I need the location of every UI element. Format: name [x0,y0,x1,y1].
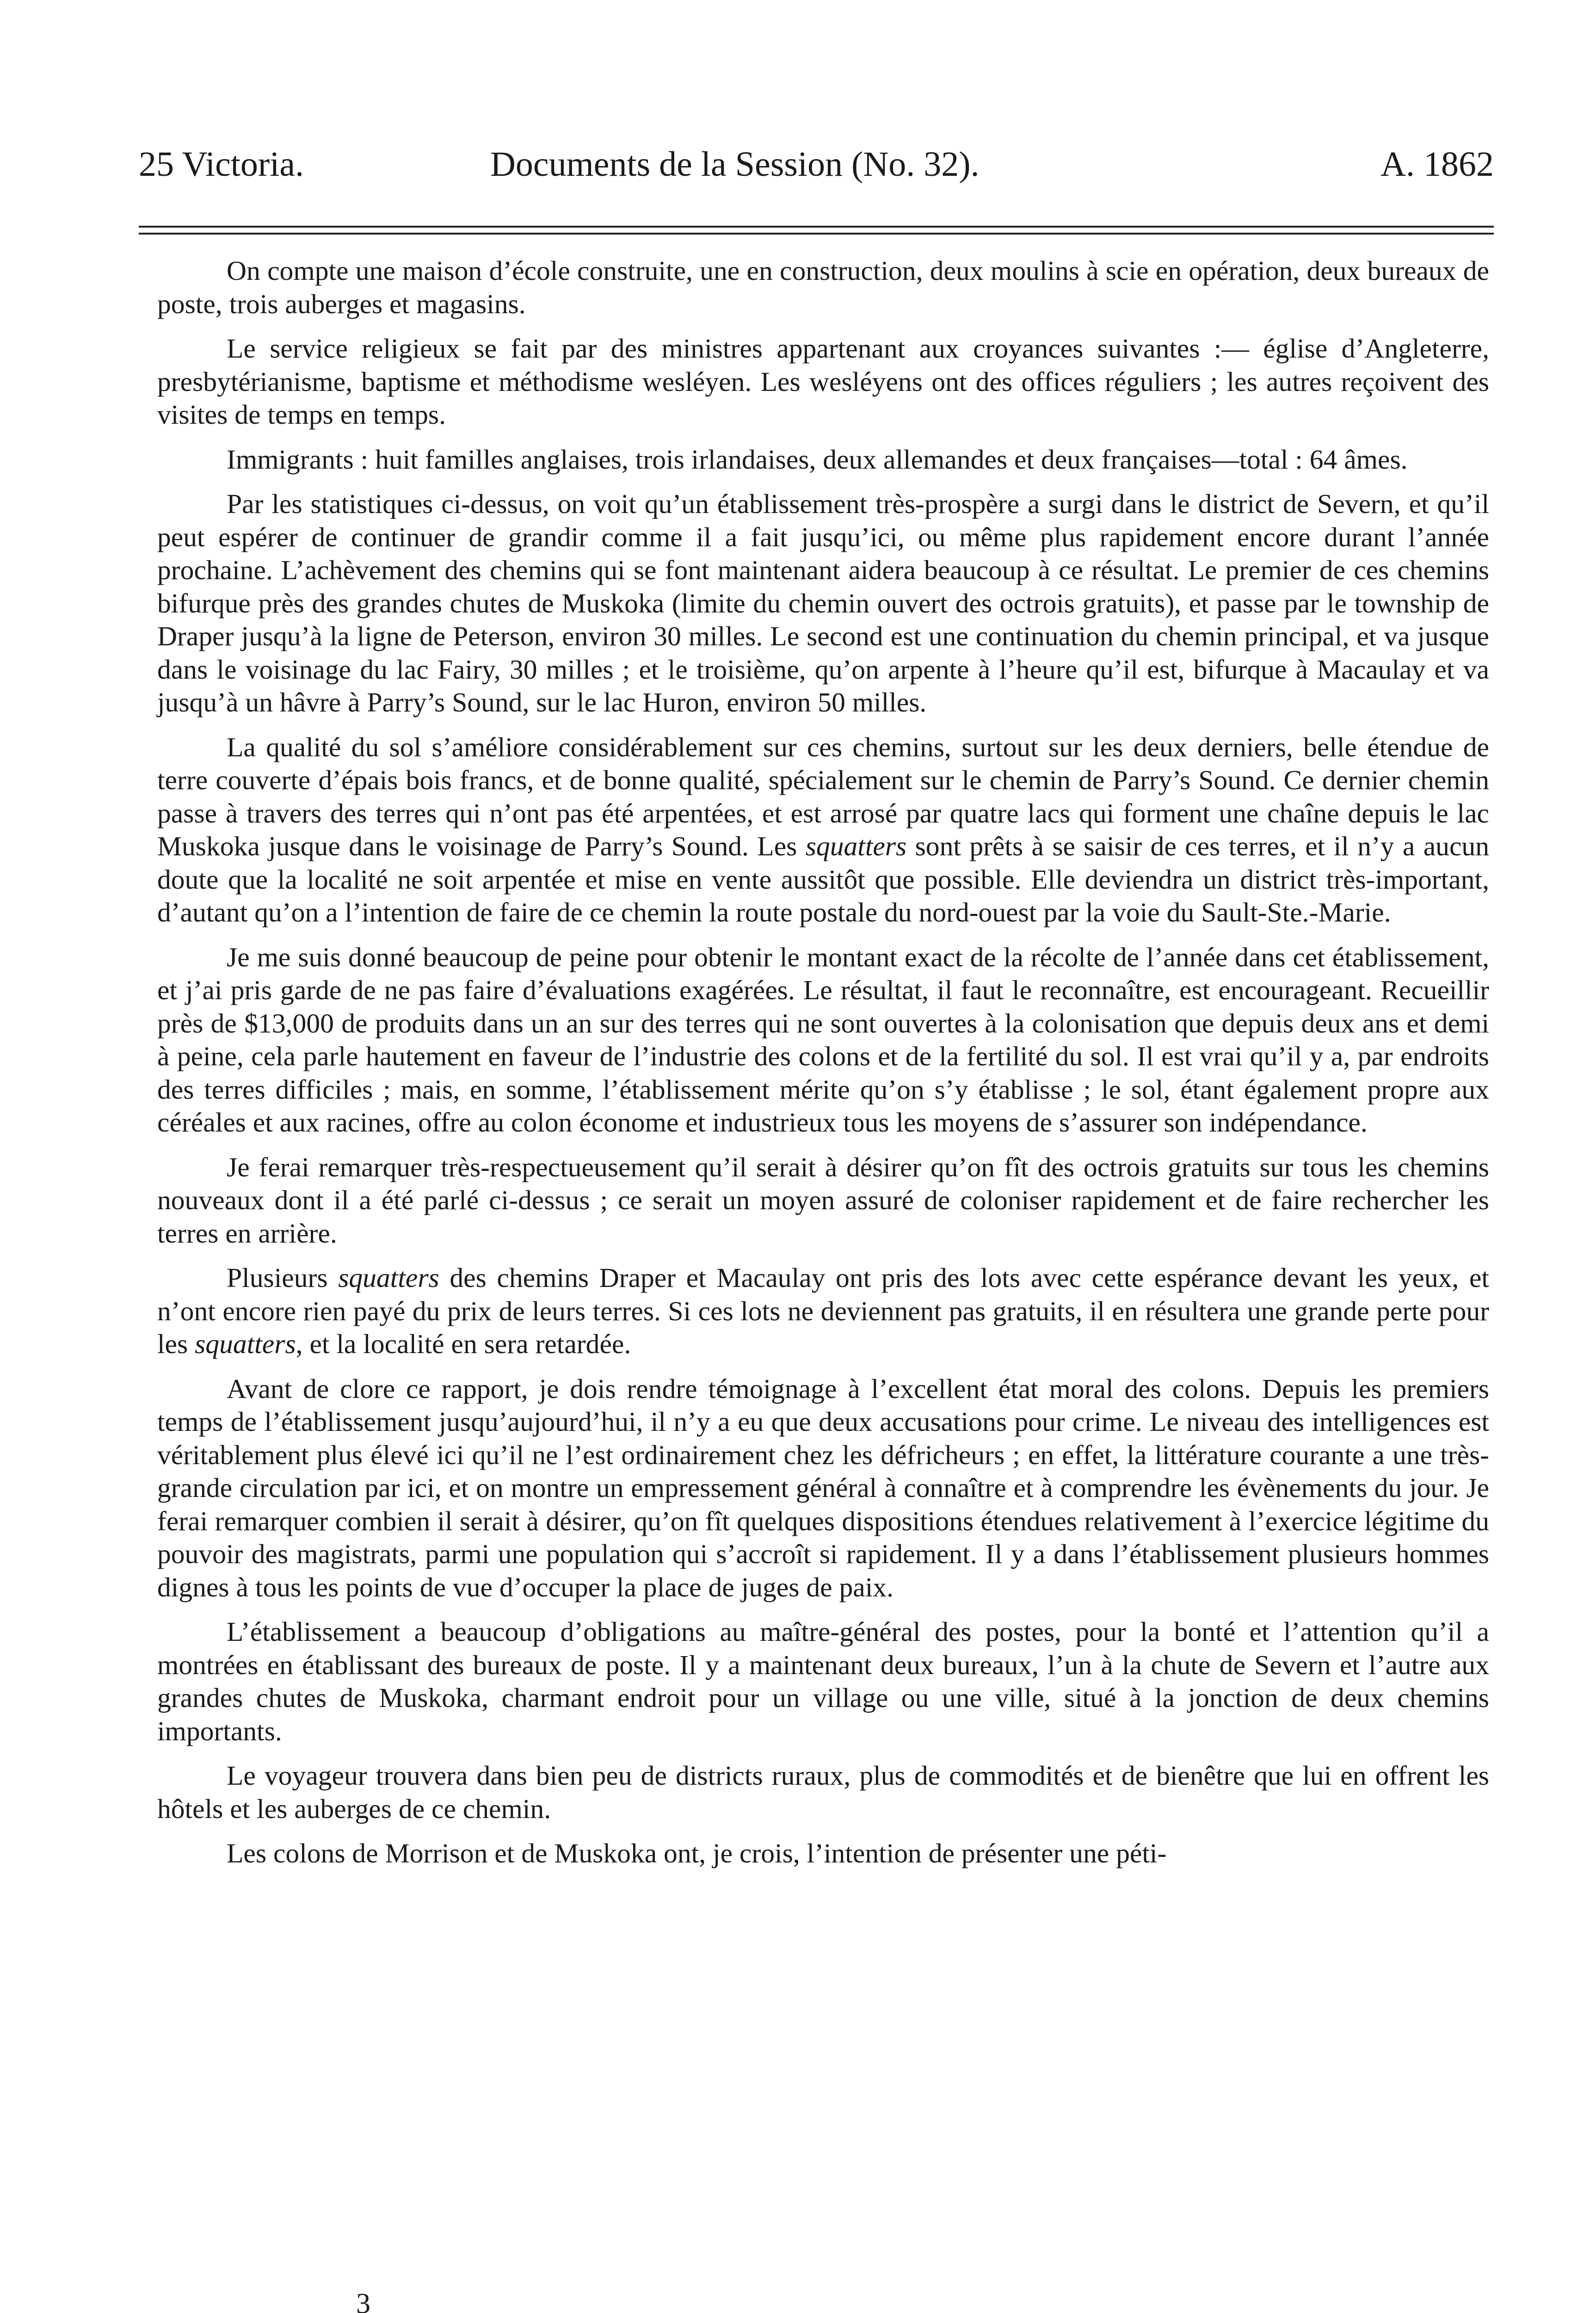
header-session-year: 25 Victoria. [139,145,304,184]
paragraph: La qualité du sol s’améliore considérablement sur ces chemins, surtout sur les deux derniers, belle étendue de terre couverte d’épais bois francs, et de bonne qualité, spécialement sur le chemin de Parry’s Sound. Ce dernier chemin passe à travers des terres qui n’ont pas été arpentées, et est arrosé par quatre lacs qui forment une chaîne depuis le lac Muskoka jusque dans le voisinage de Parry’s Sound. Les squatters sont prêts à se saisir de ces terres, et il n’y a aucun doute que la localité ne soit arpentée et mise en vente aussitôt que possible. Elle deviendra un district très-important, d’autant qu’on a l’intention de faire de ce chemin la route postale du nord-ouest par la voie du Sault-Ste.-Marie. [157,731,1489,928]
paragraph: Je me suis donné beaucoup de peine pour obtenir le montant exact de la récolte de l’année dans cet établissement, et j’ai pris garde de ne pas faire d’évaluations exagérées. Le résultat, il faut le reconnaître, est encourageant. Recueillir près de $13,000 de produits dans un an sur des terres qui ne sont ouvertes à la colonisation que depuis deux ans et demi à peine, cela parle hautement en faveur de l’industrie des colons et de la fertilité du sol. Il est vrai qu’il y a, par endroits des terres difficiles ; mais, en somme, l’établissement mérite qu’on s’y établisse ; le sol, étant également propre aux céréales et aux racines, offre au colon économe et industrieux tous les moyens de s’assurer son indépendance. [157,941,1489,1138]
paragraph: Plusieurs squatters des chemins Draper et Macaulay ont pris des lots avec cette espérance devant les yeux, et n’ont encore rien payé du prix de leurs terres. Si ces lots ne deviennent pas gratuits, il en résultera une grande perte pour les squatters, et la localité en sera retardée. [157,1262,1489,1359]
italic-term: squatters [338,1262,439,1293]
header-year: A. 1862 [1380,145,1494,184]
paragraph: Je ferai remarquer très-respectueusement qu’il serait à désirer qu’on fît des octrois gratuits sur tous les chemins nouveaux dont il a été parlé ci-dessus ; ce serait un moyen assuré de coloniser rapidement et de faire rechercher les terres en arrière. [157,1151,1489,1249]
running-header [139,139,1494,190]
header-rule-top [139,226,1494,228]
paragraph: On compte une maison d’école construite, une en construction, deux moulins à scie en opération, deux bureaux de poste, trois auberges et magasins. [157,255,1489,319]
paragraph: L’établissement a beaucoup d’obligations au maître-général des postes, pour la bonté et l’attention qu’il a montrées en établissant des bureaux de poste. Il y a maintenant deux bureaux, l’un à la chute de Severn et l’autre aux grandes chutes de Muskoka, charmant endroit pour un village ou une ville, situé à la jonction de deux chemins importants. [157,1616,1489,1746]
paragraph: Par les statistiques ci-dessus, on voit qu’un établissement très-prospère a surgi dans le district de Severn, et qu’il peut espérer de continuer de grandir comme il a fait jusqu’ici, ou même plus rapidement encore durant l’année prochaine. L’achèvement des chemins qui se font maintenant aidera beaucoup à ce résultat. Le premier de ces chemins bifurque près des grandes chutes de Muskoka (limite du chemin ouvert des octrois gratuits), et passe par le township de Draper jusqu’à la ligne de Peterson, environ 30 milles. Le second est une continuation du chemin principal, et va jusque dans le voisinage du lac Fairy, 30 milles ; et le troisième, qu’on arpente à l’heure qu’il est, bifurque à Macaulay et va jusqu’à un hâvre à Parry’s Sound, sur le lac Huron, environ 50 milles. [157,489,1489,717]
italic-term: squatters [805,831,907,861]
header-rule-bottom [139,233,1494,235]
page-number: 3 [356,2288,370,2313]
italic-term: squatters [195,1329,296,1359]
paragraph: Les colons de Morrison et de Muskoka ont, je crois, l’intention de présenter une péti- [227,1838,1167,1868]
paragraph: Le voyageur trouvera dans bien peu de districts ruraux, plus de commodités et de bienêtre que lui en offrent les hôtels et les auberges de ce chemin. [157,1760,1489,1824]
paragraph: Immigrants : huit familles anglaises, trois irlandaises, deux allemandes et deux françaises—total : 64 âmes. [227,444,1408,475]
paragraph: Avant de clore ce rapport, je dois rendre témoignage à l’excellent état moral des colons. Depuis les premiers temps de l’établissement jusqu’aujourd’hui, il n’y a eu que deux accusations pour crime. Le niveau des intelligences est véritablement plus élevé ici qu’il ne l’est ordinairement chez les défricheurs ; en effet, la littérature courante a une très-grande circulation par ici, et on montre un empressement général à connaître et à comprendre les évènements du jour. Je ferai remarquer combien il serait à désirer, qu’on fît quelques dispositions étendues relativement à l’exercice légitime du pouvoir des magistrats, parmi une population qui s’accroît si rapidement. Il y a dans l’établissement plusieurs hommes dignes à tous les points de vue d’occuper la place de juges de paix. [157,1373,1489,1602]
paragraph: Le service religieux se fait par des ministres appartenant aux croyances suivantes :— église d’Angleterre, presbytérianisme, baptisme et méthodisme wesléyen. Les wesléyens ont des offices réguliers ; les autres reçoivent des visites de temps en temps. [157,333,1489,430]
body-text [157,254,1489,1882]
header-document-title: Documents de la Session (No. 32). [490,145,980,184]
